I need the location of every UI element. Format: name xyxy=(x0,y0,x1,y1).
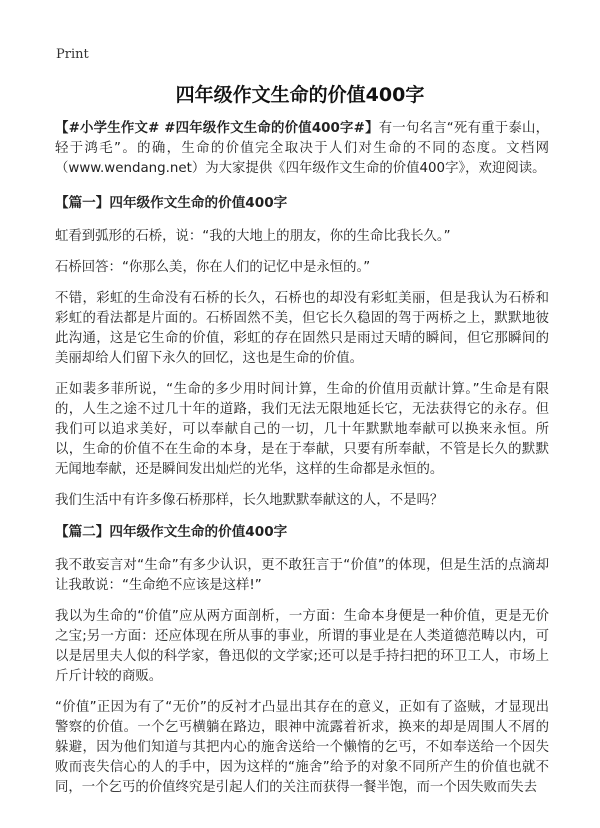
section-one-heading: 【篇一】四年级作文生命的价值400字 xyxy=(55,195,288,211)
intro-text: 有一句名言“死有重于泰山，轻于鸿毛”。的确，生命的价值完全取决于人们对生命的不同的态度。文档网（www.wendang.net）为大家提供《四年级作文生命的价值400字》，欢迎阅读。 xyxy=(55,121,550,176)
paragraph: 我不敢妄言对“生命”有多少认识，更不敢狂言于“价值”的体现，但是生活的点滴却让我敢说：“生命绝不应该是这样!” xyxy=(55,558,549,593)
paragraph: 正如裴多菲所说，“生命的多少用时间计算，生命的价值用贡献计算。”生命是有限的，人生之途不过几十年的道路，我们无法无限地延长它，无法获得它的永存。但我们可以追求美好，可以奉献自己的一切，几十年默默地奉献可以换来永恒。所以，生命的价值不在生命的本身，是在于奉献，只要有所奉献，不管是长久的默默无闻地奉献，还是瞬间发出灿烂的光华，这样的生命都是永恒的。 xyxy=(55,382,549,477)
intro-tags: 【#小学生作文# #四年级作文生命的价值400字#】 xyxy=(55,121,379,136)
paragraph: 虹看到弧形的石桥，说：“我的大地上的朋友，你的生命比我长久。” xyxy=(55,229,451,244)
paragraph: 不错，彩虹的生命没有石桥的长久，石桥也的却没有彩虹美丽，但是我认为石桥和彩虹的看法都是片面的。石桥固然不美，但它长久稳固的驾于两桥之上，默默地彼此沟通，这是它生命的价值，彩虹的存在固然只是雨过天晴的瞬间，但它那瞬间的美丽却给人们留下永久的回忆，这也是生命的价值。 xyxy=(55,291,549,366)
paragraph: 我们生活中有许多像石桥那样，长久地默默奉献这的人，不是吗？ xyxy=(55,493,444,508)
page-title: 四年级作文生命的价值400字 xyxy=(175,84,425,106)
article-body xyxy=(55,119,549,809)
section-two-heading: 【篇二】四年级作文生命的价值400字 xyxy=(55,524,288,540)
paragraph: “价值”正因为有了“无价”的反衬才凸显出其存在的意义，正如有了盗贼，才显现出警察的价值。一个乞丐横躺在路边，眼神中流露着祈求，换来的却是周围人不屑的躲避，因为他们知道与其把内心的施舍送给一个懒惰的乞丐，不如奉送给一个因失败而丧失信心的人的手中，因为这样的“施舍”给予的对象不同所产生的价值也就不同，一个乞丐的价值终究是引起人们的关注而获得一餐半饱，而一个因失败而失去 xyxy=(55,700,549,795)
print-label[interactable]: Print xyxy=(56,47,89,62)
paragraph: 石桥回答：“你那么美，你在人们的记忆中是永恒的。” xyxy=(55,260,371,275)
intro-paragraph xyxy=(55,119,549,179)
paragraph: 我以为生命的“价值”应从两方面剖析，一方面：生命本身便是一种价值，更是无价之宝;另一方面：还应体现在所从事的事业，所谓的事业是在人类道德范畴以内，可以是居里夫人似的科学家，鲁迅似的文学家;还可以是手持扫把的环卫工人，市场上斤斤计较的商贩。 xyxy=(55,609,549,684)
